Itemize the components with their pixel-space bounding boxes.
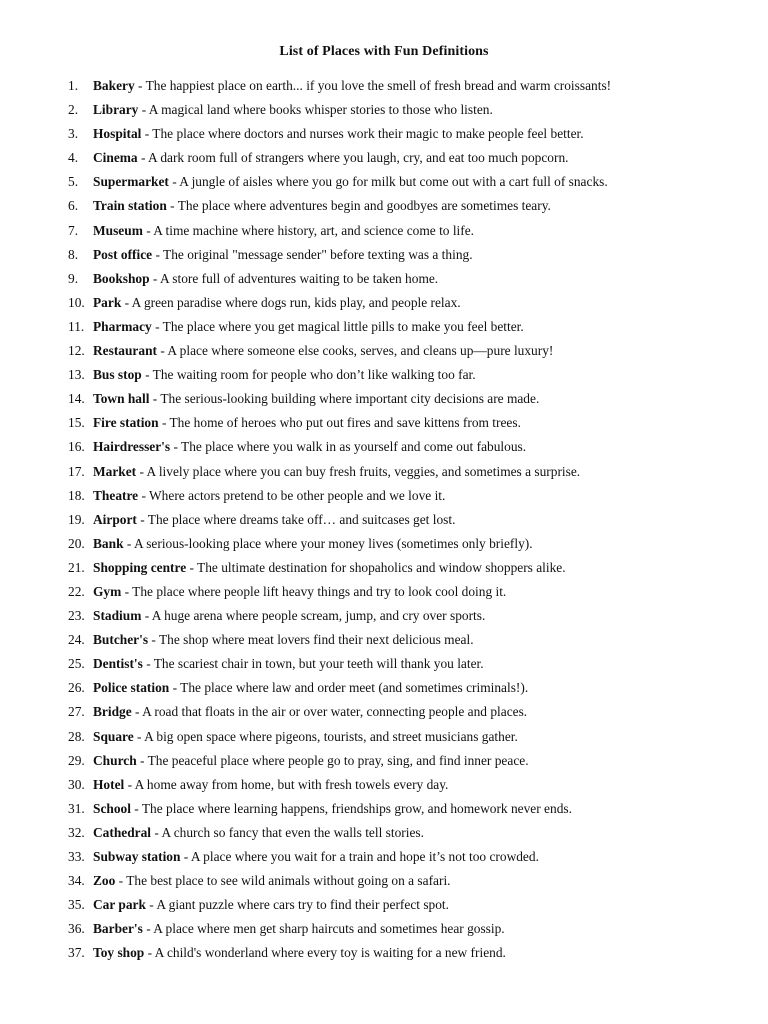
list-item: [0, 245, 768, 269]
list-item-number: 15.: [68, 415, 85, 431]
list-item: [0, 462, 768, 486]
place-definition: - A serious-looking place where your money lives (sometimes only briefly).: [123, 535, 533, 551]
list-item: [0, 389, 768, 413]
list-item-number: 1.: [68, 78, 79, 93]
place-name: Stadium: [93, 608, 142, 624]
place-name: Bank: [93, 535, 124, 551]
place-name: Post office: [93, 246, 153, 262]
list-item: [0, 775, 768, 799]
list-item-number: 37.: [68, 945, 85, 961]
place-name: Dentist's: [93, 656, 143, 672]
place-definition: - A green paradise where dogs run, kids play, and people relax.: [121, 294, 461, 310]
list-item: [0, 148, 768, 172]
list-item-text: [93, 389, 539, 409]
place-definition: - The place where learning happens, friendships grow, and homework never ends.: [130, 800, 572, 816]
place-name: Bookshop: [93, 270, 150, 286]
list-item: [0, 606, 768, 630]
list-item: [0, 437, 768, 461]
place-definition: - The place where doctors and nurses work their magic to make people feel better.: [141, 126, 584, 142]
list-item: [0, 100, 768, 124]
list-item: [0, 751, 768, 775]
place-name: Hairdresser's: [93, 439, 171, 455]
list-item-number: 26.: [68, 680, 85, 696]
list-item: [0, 365, 768, 389]
place-name: Zoo: [93, 873, 116, 889]
list-item: [0, 341, 768, 365]
place-definition: - The happiest place on earth... if you love the smell of fresh bread and warm croissants!: [134, 78, 612, 93]
list-item-text: [93, 895, 449, 915]
place-definition: - The place where you get magical little pills to make you feel better.: [151, 318, 524, 334]
place-definition: - A magical land where books whisper stories to those who listen.: [138, 102, 493, 118]
list-item: [0, 727, 768, 751]
place-definition: - The place where dreams take off… and suitcases get lost.: [136, 511, 456, 527]
list-item-number: 28.: [68, 728, 85, 744]
list-item-number: 36.: [68, 921, 85, 937]
list-item-text: [93, 365, 476, 385]
place-definition: - A big open space where pigeons, tourists, and street musicians gather.: [133, 728, 518, 744]
place-name: Car park: [93, 897, 146, 913]
list-item-text: [93, 317, 524, 337]
list-item-number: 9.: [68, 270, 79, 286]
list-item-text: [93, 76, 611, 96]
list-item: [0, 919, 768, 943]
place-name: Fire station: [93, 415, 159, 431]
list-item-text: [93, 148, 569, 168]
place-name: Hospital: [93, 126, 142, 142]
place-definition: - A time machine where history, art, and science come to life.: [142, 222, 475, 238]
list-item-number: 20.: [68, 535, 85, 551]
list-item-text: [93, 654, 484, 674]
place-name: Museum: [93, 222, 143, 238]
list-item-text: [93, 823, 424, 843]
list-item-text: [93, 124, 584, 144]
list-item-number: 5.: [68, 174, 79, 190]
place-definition: - The place where adventures begin and goodbyes are sometimes teary.: [166, 198, 551, 214]
place-name: Shopping centre: [93, 559, 187, 575]
list-item-number: 21.: [68, 559, 85, 575]
list-item-number: 11.: [68, 318, 85, 334]
place-definition: - The best place to see wild animals without going on a safari.: [115, 873, 451, 889]
list-item-text: [93, 799, 572, 819]
place-definition: - Where actors pretend to be other people and we love it.: [138, 487, 446, 503]
place-definition: - The scariest chair in town, but your teeth will thank you later.: [142, 656, 484, 672]
list-item-number: 14.: [68, 391, 85, 407]
list-item-number: 7.: [68, 222, 79, 238]
list-item-number: 18.: [68, 487, 85, 503]
place-definition: - A giant puzzle where cars try to find their perfect spot.: [145, 897, 449, 913]
place-definition: - The place where people lift heavy things and try to look cool doing it.: [121, 583, 507, 599]
list-item: [0, 823, 768, 847]
place-name: Bakery: [93, 78, 135, 93]
list-item: [0, 847, 768, 871]
list-item: [0, 871, 768, 895]
place-definition: - The peaceful place where people go to pray, sing, and find inner peace.: [136, 752, 529, 768]
list-item: [0, 196, 768, 220]
list-item-text: [93, 630, 474, 650]
list-item-number: 3.: [68, 126, 79, 142]
place-name: Barber's: [93, 921, 143, 937]
list-item: [0, 702, 768, 726]
place-name: Square: [93, 728, 134, 744]
place-name: School: [93, 800, 131, 816]
place-definition: - A jungle of aisles where you go for milk but come out with a cart full of snacks.: [168, 174, 608, 190]
list-item-number: 23.: [68, 608, 85, 624]
list-item-number: 29.: [68, 752, 85, 768]
list-item: [0, 895, 768, 919]
place-definition: - A child's wonderland where every toy is waiting for a new friend.: [144, 945, 506, 961]
list-item-text: [93, 437, 526, 457]
place-definition: - A huge arena where people scream, jump, and cry over sports.: [141, 608, 486, 624]
list-item-text: [93, 727, 518, 747]
document-title: List of Places with Fun Definitions: [279, 44, 489, 59]
list-item-number: 17.: [68, 463, 85, 479]
list-item-text: [93, 847, 539, 867]
place-name: Town hall: [93, 391, 150, 407]
list-item: [0, 413, 768, 437]
list-item-text: [93, 172, 608, 192]
list-item-text: [93, 943, 506, 963]
list-item-number: 24.: [68, 632, 85, 648]
list-item-text: [93, 413, 521, 433]
list-item-number: 31.: [68, 800, 85, 816]
place-definition: - A lively place where you can buy fresh fruits, veggies, and sometimes a surprise.: [136, 463, 581, 479]
list-item-text: [93, 293, 461, 313]
list-item-text: [93, 486, 445, 506]
list-item: [0, 654, 768, 678]
list-item-text: [93, 871, 451, 891]
list-item: [0, 943, 768, 967]
list-item: [0, 582, 768, 606]
place-name: Toy shop: [93, 945, 145, 961]
list-item: [0, 221, 768, 245]
list-item: [0, 510, 768, 534]
place-definition: - The ultimate destination for shopaholics and window shoppers alike.: [186, 559, 566, 575]
list-item: [0, 799, 768, 823]
list-item-text: [93, 534, 533, 554]
place-definition: - A place where men get sharp haircuts and sometimes hear gossip.: [142, 921, 505, 937]
place-definition: - A church so fancy that even the walls tell stories.: [151, 824, 424, 840]
place-name: Cinema: [93, 150, 138, 166]
list-item: [0, 172, 768, 196]
list-item-number: 35.: [68, 897, 85, 913]
list-item-text: [93, 678, 528, 698]
list-item-number: 25.: [68, 656, 85, 672]
list-item: [0, 534, 768, 558]
list-item-text: [93, 221, 474, 241]
place-definition: - The home of heroes who put out fires and save kittens from trees.: [158, 415, 521, 431]
list-item-number: 32.: [68, 824, 85, 840]
places-list: [0, 76, 768, 967]
list-item-text: [93, 702, 527, 722]
list-item: [0, 558, 768, 582]
place-name: Hotel: [93, 776, 125, 792]
place-definition: - The place where law and order meet (and sometimes criminals!).: [169, 680, 529, 696]
place-definition: - A place where you wait for a train and hope it’s not too crowded.: [180, 849, 539, 864]
list-item-text: [93, 510, 455, 530]
list-item-text: [93, 462, 580, 482]
place-name: Supermarket: [93, 174, 169, 190]
place-name: Bus stop: [93, 367, 142, 383]
list-item-text: [93, 919, 505, 939]
place-name: Restaurant: [93, 343, 157, 359]
place-name: Gym: [93, 583, 122, 599]
list-item-text: [93, 606, 485, 626]
list-item-text: [93, 751, 529, 771]
place-name: Bridge: [93, 704, 132, 720]
list-item-number: 27.: [68, 704, 85, 720]
place-definition: - A home away from home, but with fresh towels every day.: [124, 776, 449, 792]
list-item-text: [93, 245, 473, 265]
list-item-number: 2.: [68, 102, 79, 118]
place-name: Market: [93, 463, 137, 479]
place-name: Police station: [93, 680, 170, 696]
list-item-number: 34.: [68, 873, 85, 889]
place-name: Cathedral: [93, 824, 152, 840]
list-item-text: [93, 582, 506, 602]
place-definition: - A store full of adventures waiting to be taken home.: [149, 270, 439, 286]
place-name: Butcher's: [93, 632, 149, 648]
list-item: [0, 76, 768, 100]
list-item: [0, 269, 768, 293]
list-item-number: 16.: [68, 439, 85, 455]
list-item: [0, 486, 768, 510]
list-item-number: 12.: [68, 343, 85, 359]
place-name: Train station: [93, 198, 167, 214]
list-item-number: 33.: [68, 849, 85, 864]
place-name: Subway station: [93, 849, 181, 864]
list-item-text: [93, 341, 553, 361]
list-item-number: 10.: [68, 294, 85, 310]
list-item-text: [93, 100, 493, 120]
list-item-number: 8.: [68, 246, 79, 262]
list-item: [0, 630, 768, 654]
place-name: Park: [93, 294, 122, 310]
list-item-number: 22.: [68, 583, 85, 599]
place-definition: - The place where you walk in as yourself and come out fabulous.: [170, 439, 527, 455]
place-definition: - The original "message sender" before texting was a thing.: [152, 246, 473, 262]
list-item: [0, 317, 768, 341]
list-item-text: [93, 558, 566, 578]
list-item-number: 19.: [68, 511, 85, 527]
place-definition: - A place where someone else cooks, serves, and cleans up—pure luxury!: [156, 343, 554, 359]
list-item-number: 13.: [68, 367, 85, 383]
list-item-number: 30.: [68, 776, 85, 792]
place-name: Pharmacy: [93, 318, 152, 334]
list-item-number: 6.: [68, 198, 79, 214]
place-definition: - A dark room full of strangers where you laugh, cry, and eat too much popcorn.: [137, 150, 569, 166]
place-name: Church: [93, 752, 137, 768]
place-name: Library: [93, 102, 139, 118]
list-item-text: [93, 775, 448, 795]
place-name: Airport: [93, 511, 137, 527]
place-definition: - The waiting room for people who don’t like walking too far.: [141, 367, 476, 383]
list-item-number: 4.: [68, 150, 79, 166]
place-definition: - The shop where meat lovers find their next delicious meal.: [148, 632, 474, 648]
place-definition: - A road that floats in the air or over water, connecting people and places.: [131, 704, 528, 720]
list-item: [0, 124, 768, 148]
list-item-text: [93, 196, 551, 216]
list-item: [0, 293, 768, 317]
place-definition: - The serious-looking building where important city decisions are made.: [149, 391, 540, 407]
place-name: Theatre: [93, 487, 139, 503]
list-item: [0, 678, 768, 702]
list-item-text: [93, 269, 438, 289]
